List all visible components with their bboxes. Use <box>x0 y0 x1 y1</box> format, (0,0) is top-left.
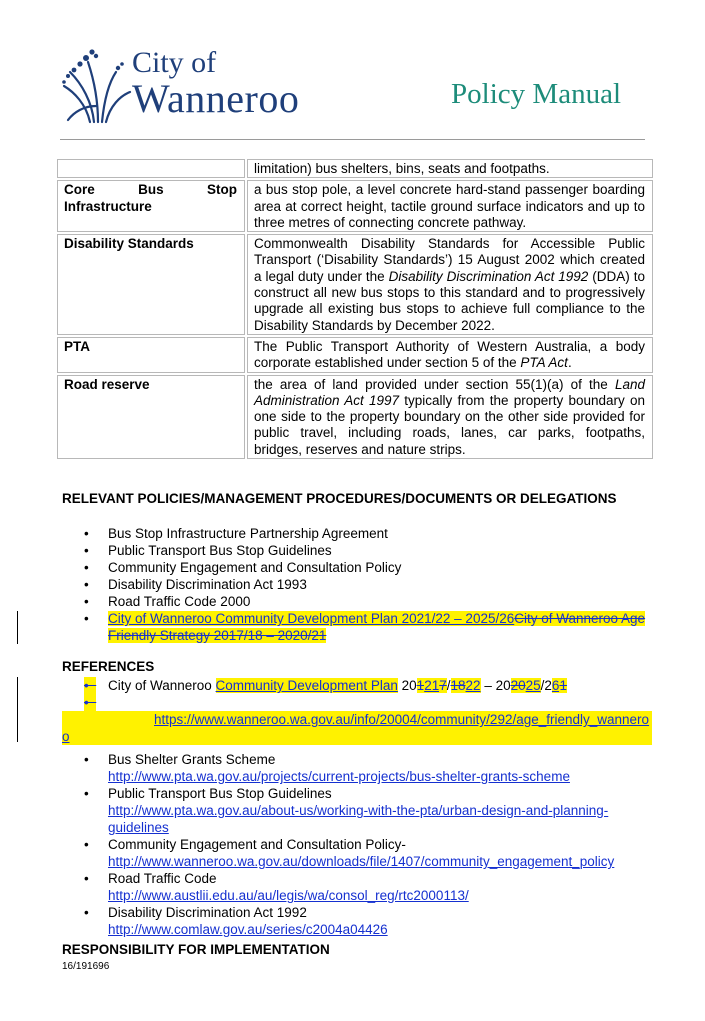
logo-text-city-of: City of <box>132 46 217 79</box>
document-reference-number: 16/191696 <box>62 961 110 972</box>
definitions-table <box>55 157 655 461</box>
relevant-policies-heading: RELEVANT POLICIES/MANAGEMENT PROCEDURES/DOCUMENTS OR DELEGATIONS <box>62 491 617 506</box>
list-item: • Road Traffic Code http://www.austlii.edu.au/au/legis/wa/consol_reg/rtc2000113/ <box>62 870 652 904</box>
list-item: • Bus Shelter Grants Scheme http://www.pta.wa.gov.au/projects/current-projects/bus-shelter-grants-scheme <box>62 751 652 785</box>
reference-link[interactable]: http://www.pta.wa.gov.au/projects/current-projects/bus-shelter-grants-scheme <box>108 769 570 784</box>
change-bar <box>17 677 18 742</box>
references-list <box>62 677 652 938</box>
definition-term <box>57 159 245 178</box>
reference-link[interactable]: http://www.pta.wa.gov.au/about-us/working-with-the-pta/urban-design-and-planning-guidelines <box>108 803 609 835</box>
list-item-tracked-change: • City of Wanneroo Community Development Plan 2021/22 – 2025/26City of Wanneroo Age Friendly Strategy 2017/18 – 2020/21 <box>62 610 652 644</box>
list-item: • Public Transport Bus Stop Guidelines http://www.pta.wa.gov.au/about-us/working-with-the-pta/urban-design-and-planning-guidelines <box>62 785 652 836</box>
list-item: • Community Engagement and Consultation Policy <box>62 559 652 576</box>
definition-term: Core Bus Stop Infrastructure <box>57 180 245 232</box>
definition-term: Disability Standards <box>57 234 245 335</box>
definition-text: limitation) bus shelters, bins, seats and footpaths. <box>247 159 653 178</box>
definition-term: Road reserve <box>57 375 245 459</box>
definition-text: the area of land provided under section 55(1)(a) of the Land Administration Act 1997 typically from the property boundary on one side to the property boundary on the other side provided for public travel, including roads, lanes, car parks, footpaths, bridges, reserves and nature strips. <box>247 375 653 459</box>
grass-tree-emblem-icon <box>60 46 132 124</box>
table-row <box>57 159 653 178</box>
city-of-wanneroo-logo <box>60 44 325 124</box>
list-item: • Community Engagement and Consultation Policy- http://www.wanneroo.wa.gov.au/downloads/file/1407/community_engagement_policy <box>62 836 652 870</box>
reference-link[interactable]: http://www.wanneroo.wa.gov.au/downloads/file/1407/community_engagement_policy <box>108 854 615 869</box>
deleted-link-item <box>62 711 652 745</box>
definition-term: PTA <box>57 337 245 373</box>
list-item-tracked-change: • City of Wanneroo Community Development Plan 201217/1822 – 202025/261 <box>84 678 567 693</box>
logo-text-wanneroo: Wanneroo <box>132 76 300 121</box>
list-item: • Public Transport Bus Stop Guidelines <box>62 542 652 559</box>
table-row <box>57 375 653 459</box>
header-divider <box>60 139 645 140</box>
table-row <box>57 180 653 232</box>
list-item: • Disability Discrimination Act 1992 http://www.comlaw.gov.au/series/c2004a04426 <box>62 904 652 938</box>
table-row <box>57 234 653 335</box>
references-heading: REFERENCES <box>62 659 155 674</box>
deleted-bullet-icon: • <box>84 695 97 710</box>
list-item-tracked-change <box>62 694 652 711</box>
definition-text: Commonwealth Disability Standards for Accessible Public Transport (‘Disability Standards’) 15 August 2002 which created a legal duty under the Disability Discrimination Act 1992 (DDA) to construct all new bus stops to this standard and to progressively upgrade all existing bus stops to achieve full compliance to the Disability Standards by December 2022. <box>247 234 653 335</box>
deleted-reference-link[interactable]: https://www.wanneroo.wa.gov.au/info/20004/community/292/age_friendly_wanneroo <box>62 712 650 744</box>
definition-text: a bus stop pole, a level concrete hard-stand passenger boarding area at correct height, tactile ground surface indicators and up to three metres of connecting concrete pathway. <box>247 180 653 232</box>
list-item: • Bus Stop Infrastructure Partnership Agreement <box>62 525 652 542</box>
list-item: • Disability Discrimination Act 1993 <box>62 576 652 593</box>
deleted-bullet-icon: • <box>84 678 97 693</box>
change-bar <box>17 611 18 644</box>
definition-text: The Public Transport Authority of Western Australia, a body corporate established under section 5 of the PTA Act. <box>247 337 653 373</box>
reference-link[interactable]: http://www.comlaw.gov.au/series/c2004a04426 <box>108 922 388 937</box>
list-item: • Road Traffic Code 2000 <box>62 593 652 610</box>
relevant-policies-list <box>62 525 652 644</box>
responsibility-heading: RESPONSIBILITY FOR IMPLEMENTATION <box>62 942 330 957</box>
policy-manual-title: Policy Manual <box>451 78 621 110</box>
reference-link[interactable]: http://www.austlii.edu.au/au/legis/wa/consol_reg/rtc2000113/ <box>108 888 469 903</box>
table-row <box>57 337 653 373</box>
